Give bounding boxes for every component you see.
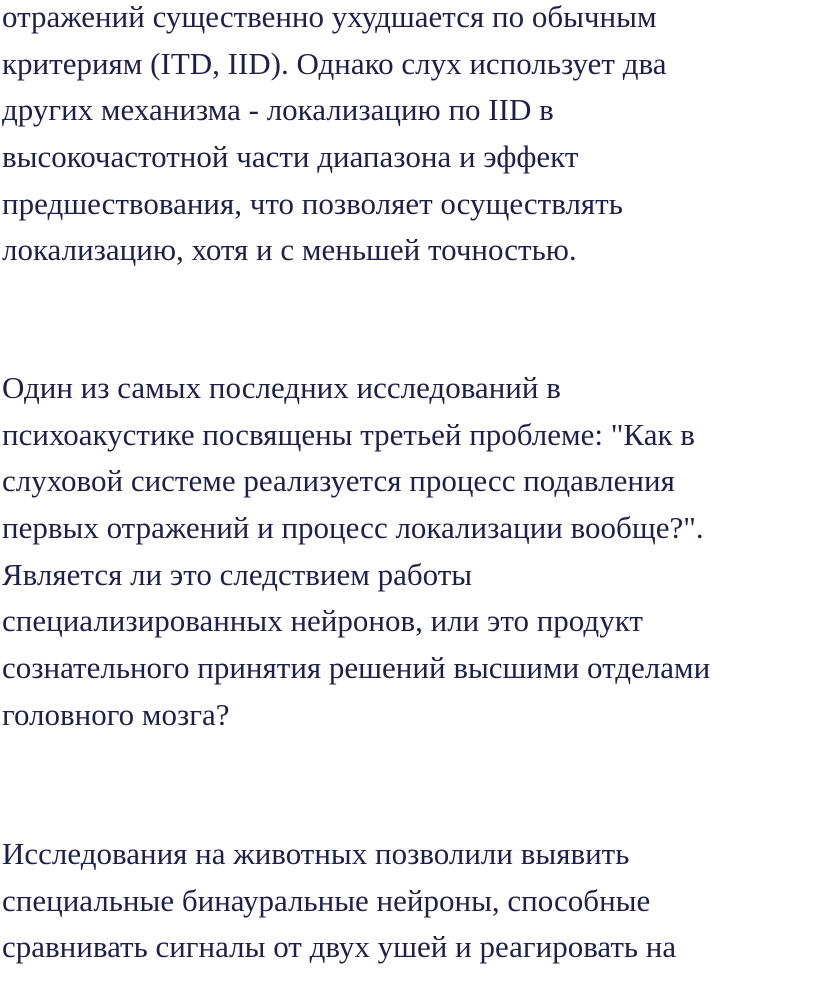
text-line: критериям (ITD, IID). Однако слух использует два [2,45,667,81]
text-line: психоакустике посвящены третьей проблеме: "Как в [2,416,695,452]
text-line: локализацию, хотя и с меньшей точностью. [2,232,577,268]
text-line: сознательного принятия решений высшими отделами [2,650,711,686]
text-line: предшествования, что позволяет осуществлять [2,185,623,221]
text-line: головного мозга? [2,696,230,732]
text-line: отражений существенно ухудшается по обычным [2,0,657,34]
text-line: Исследования на животных позволили выявить [2,836,630,871]
text-line: специализированных нейронов, или это продукт [2,603,643,639]
text-line: Является ли это следствием работы [2,556,473,592]
paragraph-research-question [2,365,710,739]
text-line: сравнивать сигналы от двух ушей и реагировать на [2,929,677,965]
paragraph-localization-mechanisms [2,0,666,274]
text-line: специальные бинауральные нейроны, способные [2,882,651,918]
text-line: высокочастотной части диапазона и эффект [2,139,579,175]
text-line: слуховой системе реализуется процесс подавления [2,463,675,499]
text-line: первых отражений и процесс локализации вообще?". [2,510,704,546]
text-line: других механизма - локализацию по IID в [2,92,554,128]
paragraph-animal-studies [2,831,676,971]
text-line: Один из самых последних исследований в [2,370,561,405]
